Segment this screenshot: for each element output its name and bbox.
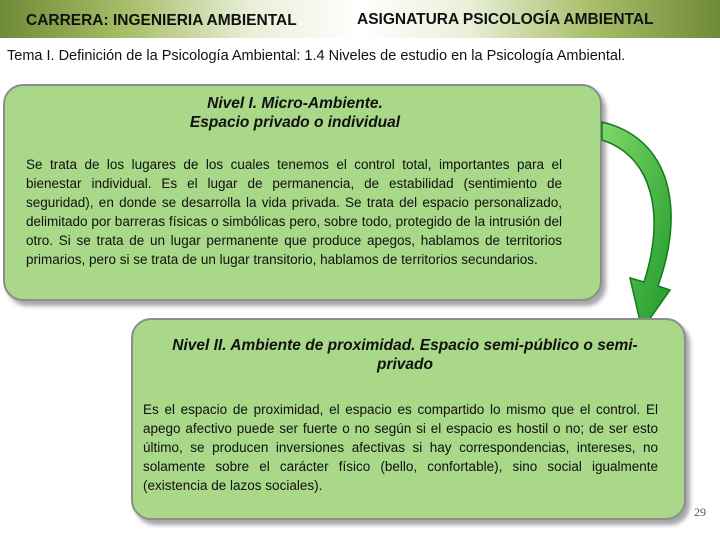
topic-title: Tema I. Definición de la Psicología Ambiental: 1.4 Niveles de estudio en la Psicología Ambiental. [7, 48, 626, 64]
curved-arrow-icon [600, 118, 690, 338]
level1-title-line1: Nivel I. Micro-Ambiente. [207, 95, 383, 112]
career-label: CARRERA: INGENIERIA AMBIENTAL [26, 12, 297, 29]
level1-card [3, 84, 602, 301]
level2-body: Es el espacio de proximidad, el espacio es compartido lo mismo que el control. El apego afectivo puede ser fuerte o no según si el espacio es hostil o no; de ser esto último, se producen inversiones afectivas si hay correspondencias, intereses, no solamente sobre el carácter físico (bello, confortable), sino social igualmente (existencia de lazos sociales). [143, 402, 658, 493]
level1-body: Se trata de los lugares de los cuales tenemos el control total, importantes para el bienestar individual. Es el lugar de permanencia, de estabilidad (sentimiento de seguridad), en donde se desarrolla la vida privada. Se trata del espacio personalizado, delimitado por barreras físicas o simbólicas pero, sobre todo, protegido de la intrusión del otro. Si se trata de un lugar permanente que produce apegos, hablamos de territorios primarios, pero si se trata de un lugar transitorio, hablamos de territorios secundarios. [26, 157, 562, 267]
header-banner [0, 0, 720, 38]
level1-title [155, 94, 435, 132]
level1-title-line2: Espacio privado o individual [189, 114, 401, 131]
level2-card [131, 318, 686, 520]
level2-title: Nivel II. Ambiente de proximidad. Espacio semi-público o semi-privado [172, 337, 638, 373]
subject-label: ASIGNATURA PSICOLOGÍA AMBIENTAL [357, 11, 654, 28]
page-number: 29 [694, 505, 706, 519]
